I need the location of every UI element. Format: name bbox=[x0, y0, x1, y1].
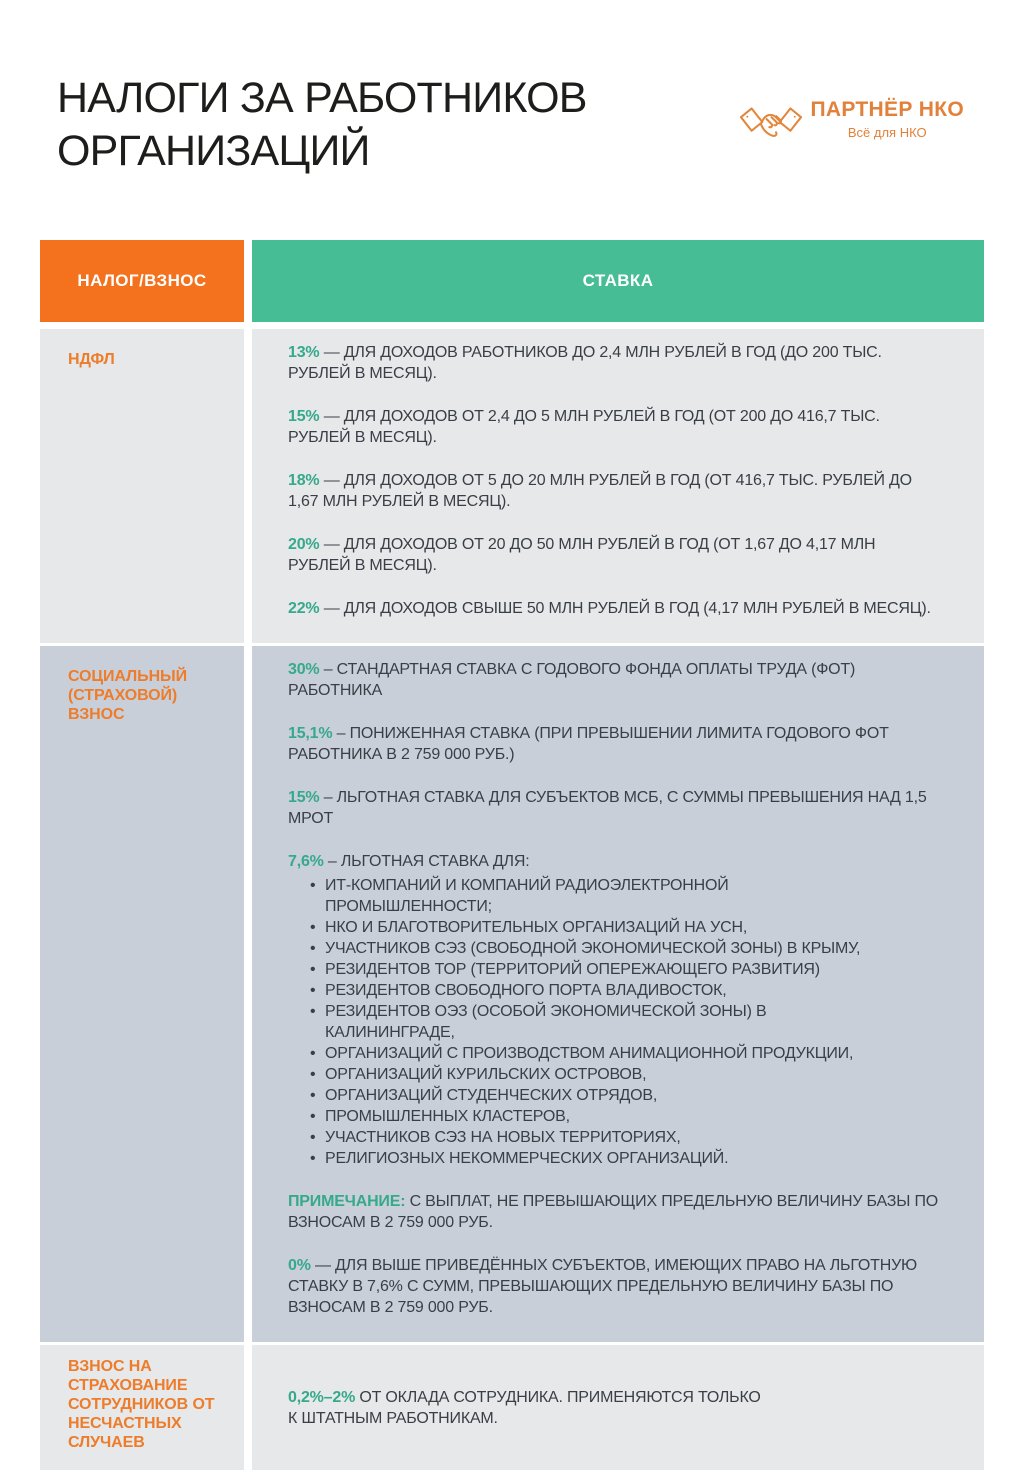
table-row-social bbox=[40, 646, 984, 1342]
rate-text: — ДЛЯ ДОХОДОВ ОТ 20 ДО 50 МЛН РУБЛЕЙ В ГОД (ОТ 1,67 ДО 4,17 МЛН РУБЛЕЙ В МЕСЯЦ). bbox=[288, 536, 876, 574]
row-label: СОЦИАЛЬНЫЙ (СТРАХОВОЙ) ВЗНОС bbox=[68, 668, 187, 723]
list-item: • РЕЛИГИОЗНЫХ НЕКОММЕРЧЕСКИХ ОРГАНИЗАЦИЙ. bbox=[310, 1148, 938, 1169]
rate-item bbox=[288, 406, 938, 448]
table-header-row bbox=[40, 240, 984, 322]
rate-value: 0% bbox=[288, 1257, 311, 1274]
rate-item bbox=[288, 659, 938, 701]
list-item: • ОРГАНИЗАЦИЙ С ПРОИЗВОДСТВОМ АНИМАЦИОННОЙ ПРОДУКЦИИ, bbox=[310, 1043, 938, 1064]
list-item: • УЧАСТНИКОВ СЭЗ НА НОВЫХ ТЕРРИТОРИЯХ, bbox=[310, 1127, 938, 1148]
list-item: • РЕЗИДЕНТОВ ТОР (ТЕРРИТОРИЙ ОПЕРЕЖАЮЩЕГО РАЗВИТИЯ) bbox=[310, 959, 938, 980]
list-item: • РЕЗИДЕНТОВ СВОБОДНОГО ПОРТА ВЛАДИВОСТОК, bbox=[310, 980, 938, 1001]
rate-value: 15,1% bbox=[288, 725, 333, 742]
rate-text: — ДЛЯ ДОХОДОВ СВЫШЕ 50 МЛН РУБЛЕЙ В ГОД (4,17 МЛН РУБЛЕЙ В МЕСЯЦ). bbox=[323, 600, 931, 617]
rate-value: 30% bbox=[288, 661, 320, 678]
rate-value: 13% bbox=[288, 344, 320, 361]
rate-value: 0,2%–2% bbox=[288, 1388, 356, 1406]
header-cell-tax: НАЛОГ/ВЗНОС bbox=[40, 240, 244, 322]
list-item: • УЧАСТНИКОВ СЭЗ (СВОБОДНОЙ ЭКОНОМИЧЕСКОЙ ЗОНЫ) В КРЫМУ, bbox=[310, 938, 938, 959]
rate-value: 22% bbox=[288, 600, 320, 617]
rate-text: — ДЛЯ ДОХОДОВ ОТ 5 ДО 20 МЛН РУБЛЕЙ В ГОД (ОТ 416,7 ТЫС. РУБЛЕЙ ДО 1,67 МЛН РУБЛЕЙ В МЕСЯЦ). bbox=[288, 472, 912, 510]
row-label-cell bbox=[40, 646, 244, 1342]
rate-item bbox=[288, 598, 938, 619]
rate-value: 7,6% bbox=[288, 853, 324, 870]
rate-item bbox=[288, 1387, 938, 1429]
rate-value: 15% bbox=[288, 789, 320, 806]
header-cell-rate: СТАВКА bbox=[252, 240, 984, 322]
logo-tagline: Всё для НКО bbox=[847, 125, 927, 140]
tax-table bbox=[40, 240, 984, 1470]
rate-text: — ДЛЯ ДОХОДОВ ОТ 2,4 ДО 5 МЛН РУБЛЕЙ В ГОД (ОТ 200 ДО 416,7 ТЫС. РУБЛЕЙ В МЕСЯЦ). bbox=[288, 408, 880, 446]
rate-item bbox=[288, 851, 938, 872]
logo bbox=[740, 98, 965, 146]
logo-text bbox=[811, 98, 965, 140]
page-title bbox=[57, 72, 587, 178]
list-item: • ИТ-КОМПАНИЙ И КОМПАНИЙ РАДИОЭЛЕКТРОННОЙ ПРОМЫШЛЕННОСТИ; bbox=[310, 875, 938, 917]
rate-text: – ЛЬГОТНАЯ СТАВКА ДЛЯ: bbox=[327, 853, 530, 870]
logo-name: ПАРТНЁР НКО bbox=[810, 98, 964, 121]
rate-text: – ЛЬГОТНАЯ СТАВКА ДЛЯ СУБЪЕКТОВ МСБ, С СУММЫ ПРЕВЫШЕНИЯ НАД 1,5 МРОТ bbox=[288, 789, 927, 827]
rate-item bbox=[288, 342, 938, 384]
handshake-icon bbox=[740, 98, 802, 146]
rate-text: — ДЛЯ ВЫШЕ ПРИВЕДЁННЫХ СУБЪЕКТОВ, ИМЕЮЩИХ ПРАВО НА ЛЬГОТНУЮ СТАВКУ В 7,6% С СУММ, ПРЕВЫШАЮЩИХ ПРЕДЕЛЬНУЮ ВЕЛИЧИНУ БАЗЫ ПО ВЗНОСАМ В 2 759 000 РУБ. bbox=[288, 1257, 918, 1316]
rate-value: 18% bbox=[288, 472, 320, 489]
row-label: ВЗНОС НА СТРАХОВАНИЕ СОТРУДНИКОВ ОТ НЕСЧАСТНЫХ СЛУЧАЕВ bbox=[68, 1358, 215, 1451]
page-title-line2: ОРГАНИЗАЦИЙ bbox=[57, 127, 370, 175]
list-item: • НКО И БЛАГОТВОРИТЕЛЬНЫХ ОРГАНИЗАЦИЙ НА УСН, bbox=[310, 917, 938, 938]
rate-item bbox=[288, 723, 938, 765]
list-item: • ОРГАНИЗАЦИЙ КУРИЛЬСКИХ ОСТРОВОВ, bbox=[310, 1064, 938, 1085]
note bbox=[288, 1191, 938, 1233]
beneficiaries-list bbox=[288, 875, 938, 1169]
row-content-cell bbox=[252, 646, 984, 1342]
table-row-accident bbox=[40, 1345, 984, 1470]
row-label-cell bbox=[40, 329, 244, 643]
rate-text: – ПОНИЖЕННАЯ СТАВКА (ПРИ ПРЕВЫШЕНИИ ЛИМИТА ГОДОВОГО ФОТ РАБОТНИКА В 2 759 000 РУБ.) bbox=[288, 725, 889, 763]
rate-value: 15% bbox=[288, 408, 320, 425]
rate-item bbox=[288, 470, 938, 512]
note-label: ПРИМЕЧАНИЕ: bbox=[288, 1193, 406, 1210]
note-text: С ВЫПЛАТ, НЕ ПРЕВЫШАЮЩИХ ПРЕДЕЛЬНУЮ ВЕЛИЧИНУ БАЗЫ ПО ВЗНОСАМ В 2 759 000 РУБ. bbox=[288, 1193, 939, 1231]
row-content-cell bbox=[252, 1345, 984, 1470]
rate-item bbox=[288, 1255, 938, 1318]
rate-text: – СТАНДАРТНАЯ СТАВКА С ГОДОВОГО ФОНДА ОПЛАТЫ ТРУДА (ФОТ) РАБОТНИКА bbox=[288, 661, 856, 699]
row-label-cell bbox=[40, 1345, 244, 1470]
rate-text: ОТ ОКЛАДА СОТРУДНИКА. ПРИМЕНЯЮТСЯ ТОЛЬКО К ШТАТНЫМ РАБОТНИКАМ. bbox=[288, 1388, 761, 1427]
list-item: • РЕЗИДЕНТОВ ОЭЗ (ОСОБОЙ ЭКОНОМИЧЕСКОЙ ЗОНЫ) В КАЛИНИНГРАДЕ, bbox=[310, 1001, 938, 1043]
list-item: • ОРГАНИЗАЦИЙ СТУДЕНЧЕСКИХ ОТРЯДОВ, bbox=[310, 1085, 938, 1106]
rate-item bbox=[288, 787, 938, 829]
rate-text: — ДЛЯ ДОХОДОВ РАБОТНИКОВ ДО 2,4 МЛН РУБЛЕЙ В ГОД (ДО 200 ТЫС. РУБЛЕЙ В МЕСЯЦ). bbox=[288, 344, 882, 382]
table-row-ndfl bbox=[40, 329, 984, 643]
page-title-line1: НАЛОГИ ЗА РАБОТНИКОВ bbox=[57, 74, 587, 122]
rate-value: 20% bbox=[288, 536, 320, 553]
list-item: • ПРОМЫШЛЕННЫХ КЛАСТЕРОВ, bbox=[310, 1106, 938, 1127]
row-content-cell bbox=[252, 329, 984, 643]
row-label: НДФЛ bbox=[68, 351, 115, 368]
page-header bbox=[0, 0, 1024, 178]
rate-item bbox=[288, 534, 938, 576]
